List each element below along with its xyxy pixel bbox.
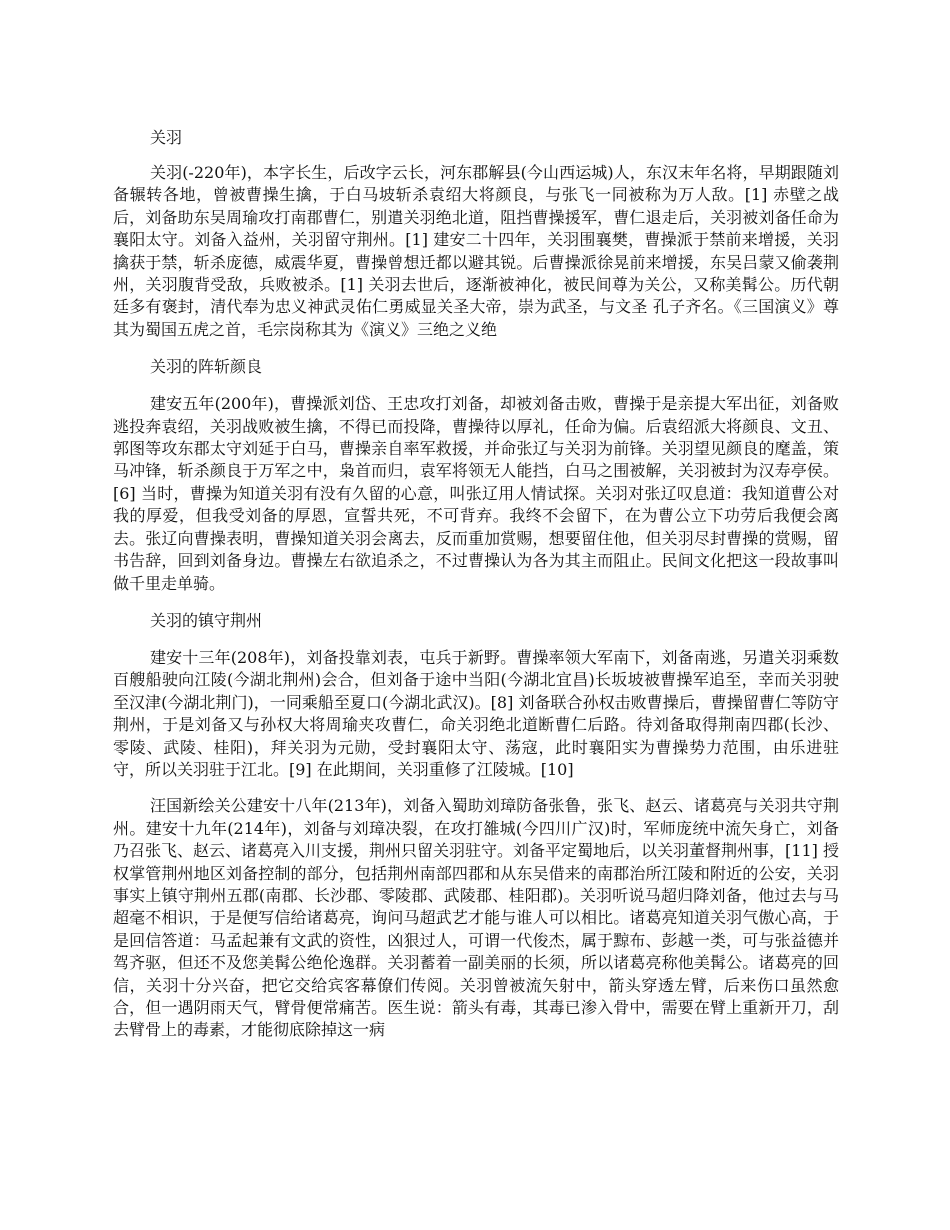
section-heading: 关羽的阵斩颜良 [150,357,263,377]
document-page [113,120,839,1042]
paragraph: 关羽(-220年)，本字长生，后改字云长，河东郡解县(今山西运城)人，东汉末年名将，早期跟随刘备辗转各地，曾被曹操生擒，于白马坡斩杀袁绍大将颜良，与张飞一同被称为万人敌。[1] 赤壁之战后，刘备助东吴周瑜攻打南郡曹仁，别遣关羽绝北道，阻挡曹操援军，曹仁退走后，关羽被刘备任命为襄阳太守。刘备入益州，关羽留守荆州。[1] 建安二十四年，关羽围襄樊，曹操派于禁前来增援，关羽擒获于禁，斩杀庞德，威震华夏，曹操曾想迁都以避其锐。后曹操派徐晃前来增援，东吴吕蒙又偷袭荆州，关羽腹背受敌，兵败被杀。[1] 关羽去世后，逐渐被神化，被民间尊为关公，又称美髯公。历代朝廷多有褒封，清代奉为忠义神武灵佑仁勇威显关圣大帝，崇为武圣，与文圣 孔子齐名。《三国演义》尊其为蜀国五虎之首，毛宗岗称其为《演义》三绝之义绝 [113,163,839,339]
paragraph: 建安十三年(208年)，刘备投靠刘表，屯兵于新野。曹操率领大军南下，刘备南逃，另遣关羽乘数百艘船驶向江陵(今湖北荆州)会合，但刘备于途中当阳(今湖北宜昌)长坂坡被曹操军追至，幸而关羽驶至汉津(今湖北荆门)，一同乘船至夏口(今湖北武汉)。[8] 刘备联合孙权击败曹操后，曹操留曹仁等防守荆州，于是刘备又与孙权大将周瑜夹攻曹仁，命关羽绝北道断曹仁后路。待刘备取得荆南四郡(长沙、零陵、武陵、桂阳)，拜关羽为元勋，受封襄阳太守、荡寇，此时襄阳实为曹操势力范围，由乐进驻守，所以关羽驻于江北。[9] 在此期间，关羽重修了江陵城。[10] [113,647,839,779]
paragraph: 建安五年(200年)，曹操派刘岱、王忠攻打刘备，却被刘备击败，曹操于是亲提大军出征，刘备败逃投奔袁绍，关羽战败被生擒，不得已而投降，曹操待以厚礼，任命为偏。后袁绍派大将颜良、文丑、郭图等攻东郡太守刘延于白马，曹操亲自率军救援，并命张辽与关羽为前锋。关羽望见颜良的麾盖，策马冲锋，斩杀颜良于万军之中，枭首而归，袁军将领无人能挡，白马之围被解，关羽被封为汉寿亭侯。[6] 当时，曹操为知道关羽有没有久留的心意，叫张辽用人情试探。关羽对张辽叹息道：我知道曹公对我的厚爱，但我受刘备的厚恩，宣誓共死，不可背弃。我终不会留下，在为曹公立下功劳后我便会离去。张辽向曹操表明，曹操知道关羽会离去，反而重加赏赐，想要留住他，但关羽尽封曹操的赏赐，留书告辞，回到刘备身边。曹操左右欲追杀之，不过曹操认为各为其主而阻止。民间文化把这一段故事叫做千里走单骑。 [113,394,839,593]
section-heading: 关羽 [150,128,183,147]
paragraph: 汪国新绘关公建安十八年(213年)，刘备入蜀助刘璋防备张鲁，张飞、赵云、诸葛亮与关羽共守荆州。建安十九年(214年)，刘备与刘璋决裂，在攻打雒城(今四川广汉)时，军师庞统中流矢身亡，刘备乃召张飞、赵云、诸葛亮入川支援，荆州只留关羽驻守。刘备平定蜀地后，以关羽董督荆州事，[11] 授权掌管荆州地区刘备控制的部分，包括荆州南部四郡和从东吴借来的南郡治所江陵和附近的公安，关羽事实上镇守荆州五郡(南郡、长沙郡、零陵郡、武陵郡、桂阳郡)。关羽听说马超归降刘备，他过去与马超毫不相识，于是便写信给诸葛亮，询问马超武艺才能与谁人可以相比。诸葛亮知道关羽气傲心高，于是回信答道：马孟起兼有文武的资性，凶狠过人，可谓一代俊杰，属于黥布、彭越一类，可与张益德并驾齐驱，但还不及您美髯公绝伦逸群。关羽蓄着一副美丽的长须，所以诸葛亮称他美髯公。诸葛亮的回信，关羽十分兴奋，把它交给宾客幕僚们传阅。关羽曾被流矢射中，箭头穿透左臂，后来伤口虽然愈合，但一遇阴雨天气，臂骨便常痛苦。医生说：箭头有毒，其毒已渗入骨中，需要在臂上重新开刀，刮去臂骨上的毒素，才能彻底除掉这一病 [113,796,839,1040]
section-heading: 关羽的镇守荆州 [150,610,263,630]
